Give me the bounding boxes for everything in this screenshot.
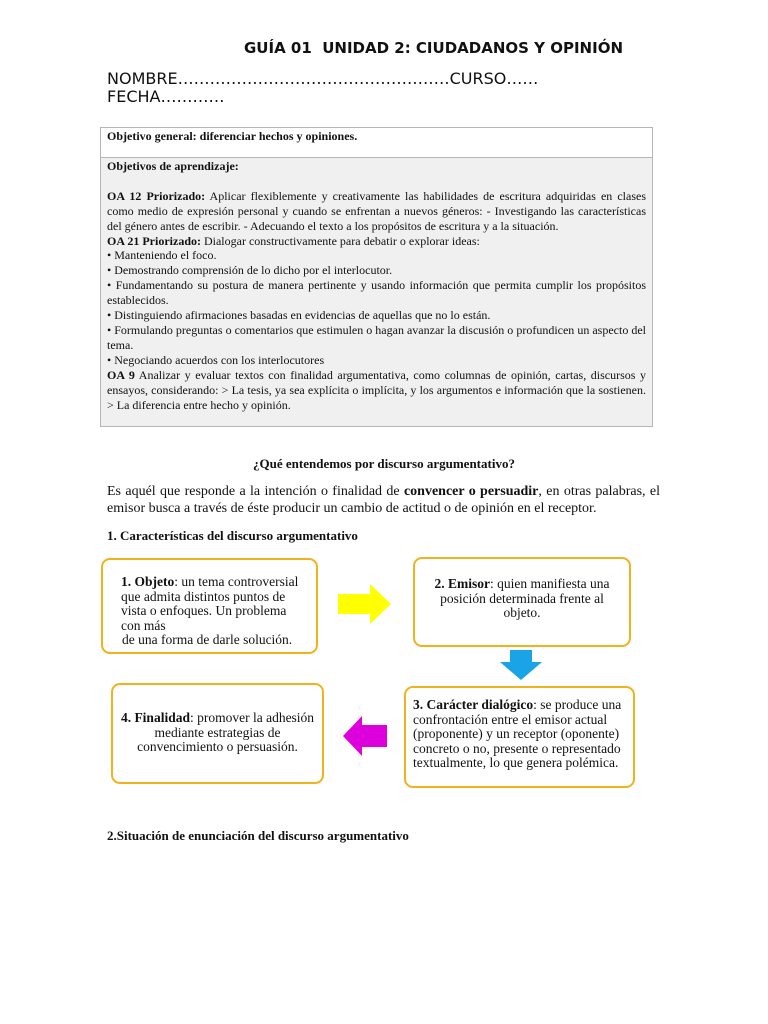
oa21-bullet: • Fundamentando su postura de manera pertinente y usando información que permita cumplir los propósitos establecidos. bbox=[107, 278, 646, 308]
oa12: OA 12 Priorizado: Aplicar flexiblemente y creativamente las habilidades de escritura adquiridas en clases como medio de expresión personal y cuando se enfrentan a nuevos géneros: - Investigando las características del género antes de escribir. - Adecuando el texto a los propósitos de escritura y a la situación. bbox=[107, 188, 646, 233]
learning-objectives bbox=[101, 158, 652, 426]
section-2-heading: 2.Situación de enunciación del discurso argumentativo bbox=[107, 828, 409, 843]
card-dialogico: 3. Carácter dialógico: se produce una confrontación entre el emisor actual (proponente) y un receptor (oponente) concreto o no, presente o representado textualmente, lo que genera polémica. bbox=[404, 686, 635, 788]
question-heading: ¿Qué entendemos por discurso argumentativo? bbox=[253, 456, 515, 471]
general-objective: Objetivo general: diferenciar hechos y opiniones. bbox=[101, 128, 652, 158]
card-emisor: 2. Emisor: quien manifiesta una posición determinada frente al objeto. bbox=[413, 557, 631, 647]
fecha-line: FECHA………… bbox=[107, 87, 225, 106]
learning-objectives-title: Objetivos de aprendizaje: bbox=[107, 159, 239, 173]
oa21-bullet: • Distinguiendo afirmaciones basadas en evidencias de aquellas que no lo están. bbox=[107, 308, 491, 323]
oa21-bullet: • Manteniendo el foco. bbox=[107, 248, 217, 263]
oa21-bullet: • Negociando acuerdos con los interlocutores bbox=[107, 352, 325, 367]
oa21: OA 21 Priorizado: Dialogar constructivamente para debatir o explorar ideas: bbox=[107, 233, 480, 248]
definition-paragraph: Es aquél que responde a la intención o finalidad de convencer o persuadir, en otras palabras, el emisor busca a través de éste producir un cambio de actitud o de opinión en el receptor. bbox=[107, 484, 660, 516]
arrow-right-icon bbox=[338, 584, 392, 624]
card-objeto: 1. Objeto: un tema controversial que admita distintos puntos de vista o enfoques. Un problema con más de una forma de darle solución. bbox=[101, 558, 318, 654]
card-finalidad: 4. Finalidad: promover la adhesión mediante estrategias de convencimiento o persuasión. bbox=[111, 683, 324, 784]
arrow-down-icon bbox=[500, 650, 542, 680]
arrow-left-icon bbox=[343, 716, 388, 756]
oa21-bullet: • Demostrando comprensión de lo dicho por el interlocutor. bbox=[107, 263, 393, 278]
page-title: GUÍA 01 UNIDAD 2: CIUDADANOS Y OPINIÓN bbox=[244, 39, 623, 57]
section-1-heading: 1. Características del discurso argumentativo bbox=[107, 528, 358, 543]
oa21-bullet: • Formulando preguntas o comentarios que estimulen o hagan avanzar la discusión o profundicen un aspecto del tema. bbox=[107, 322, 646, 352]
student-info bbox=[107, 70, 667, 106]
nombre-curso-line: NOMBRE……………………………………………CURSO…… bbox=[107, 69, 539, 88]
objectives-table bbox=[100, 127, 653, 427]
oa9: OA 9 Analizar y evaluar textos con finalidad argumentativa, como columnas de opinión, cartas, discursos y ensayos, considerando: > La tesis, ya sea explícita o implícita, y los argumentos e información que la sostienen. > La diferencia entre hecho y opinión. bbox=[107, 367, 646, 412]
